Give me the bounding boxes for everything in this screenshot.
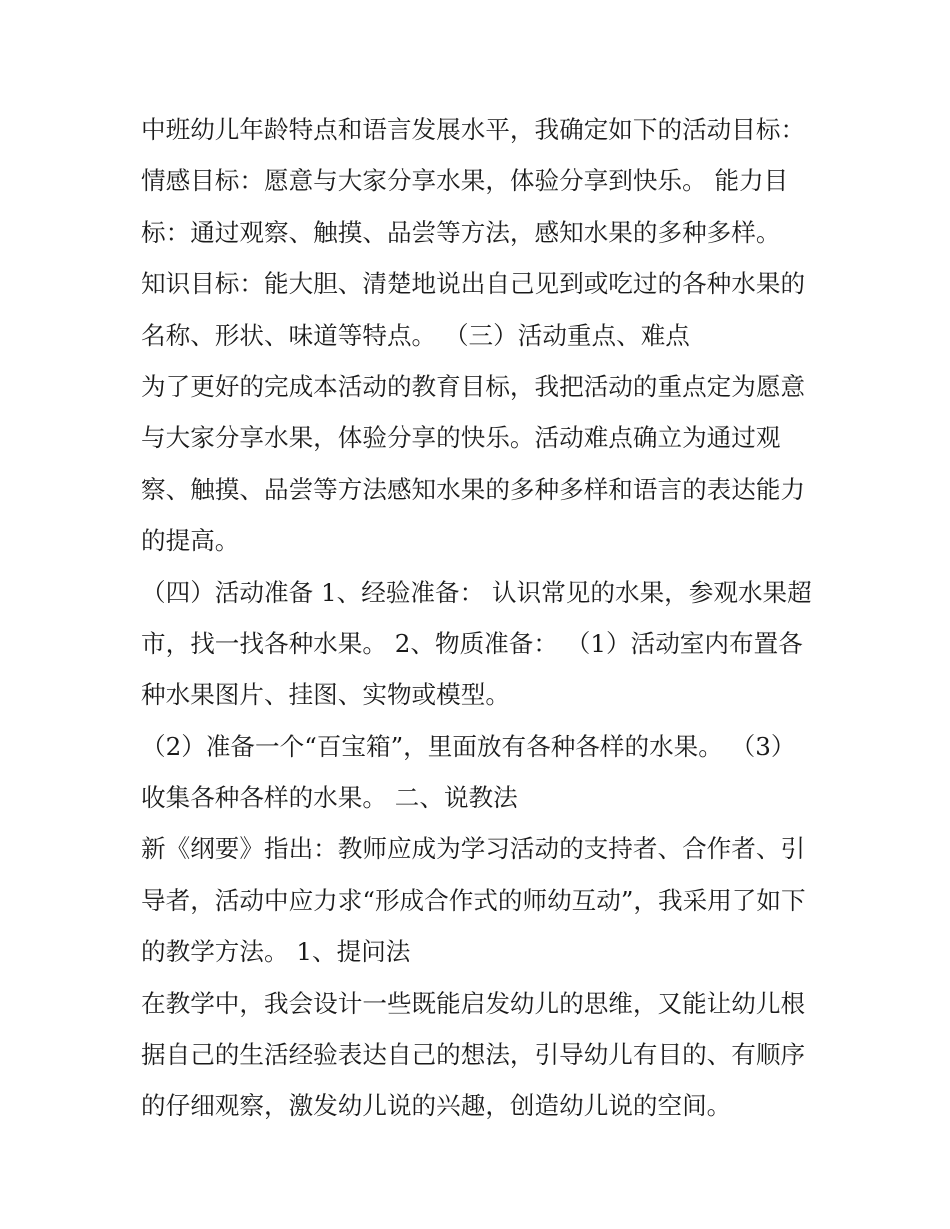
text-line: 新《纲要》指出：教师应成为学习活动的支持者、合作者、引 (141, 834, 806, 864)
text-line: 导者，活动中应力求“形成合作式的师幼互动”，我采用了如下 (141, 885, 806, 915)
text-line: 名称、形状、味道等特点。 （三）活动重点、难点 (141, 320, 690, 350)
text-line: （2）准备一个“百宝箱”，里面放有各种各样的水果。 （3） (141, 731, 796, 761)
text-line: 据自己的生活经验表达自己的想法，引导幼儿有目的、有顺序 (141, 1040, 806, 1070)
text-line: 中班幼儿年龄特点和语言发展水平，我确定如下的活动目标： (141, 115, 806, 144)
text-line: 情感目标：愿意与大家分享水果，体验分享到快乐。 能力目 (141, 166, 789, 196)
text-line: 在教学中，我会设计一些既能启发幼儿的思维，又能让幼儿根 (141, 988, 806, 1018)
document-body (141, 104, 831, 1132)
text-line: 的提高。 (141, 526, 240, 556)
text-line: 种水果图片、挂图、实物或模型。 (141, 680, 510, 710)
text-line: 与大家分享水果，体验分享的快乐。活动难点确立为通过观 (141, 423, 781, 453)
text-line: 收集各种各样的水果。 二、说教法 (141, 783, 518, 813)
text-line: 的仔细观察，激发幼儿说的兴趣，创造幼儿说的空间。 (141, 1091, 732, 1121)
text-line: 的教学方法。 1、提问法 (141, 937, 411, 967)
text-line: 察、触摸、品尝等方法感知水果的多种多样和语言的表达能力 (141, 474, 806, 504)
text-line: 标：通过观察、触摸、品尝等方法，感知水果的多种多样。 (141, 217, 781, 247)
text-line: （四）活动准备 1、经验准备： 认识常见的水果，参观水果超 (141, 577, 812, 607)
text-line: 市，找一找各种水果。 2、物质准备： （1）活动室内布置各 (141, 628, 803, 658)
text-line: 知识目标：能大胆、清楚地说出自己见到或吃过的各种水果的 (141, 269, 806, 299)
text-line: 为了更好的完成本活动的教育目标，我把活动的重点定为愿意 (141, 371, 806, 401)
